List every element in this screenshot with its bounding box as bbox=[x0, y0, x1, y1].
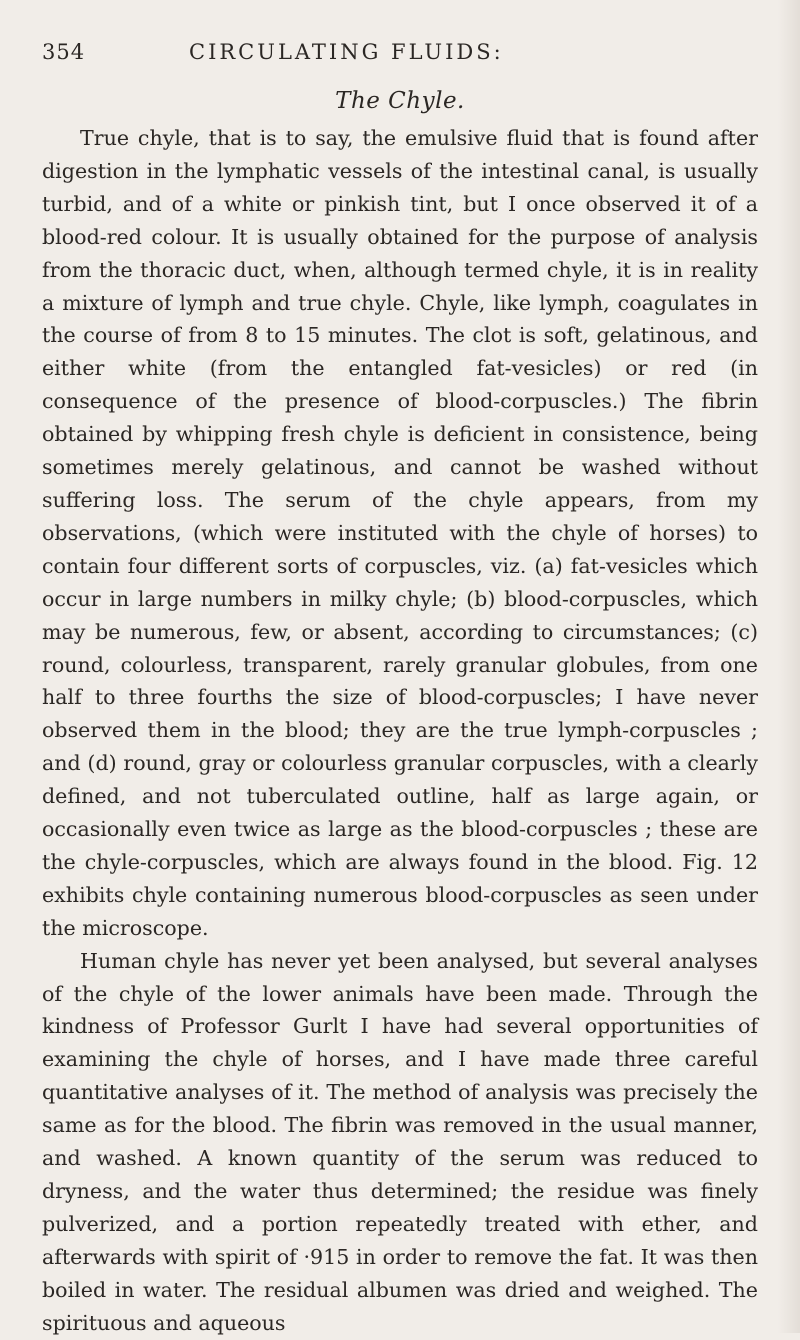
page-edge-shadow bbox=[778, 0, 800, 1333]
page-number: 354 bbox=[42, 40, 86, 64]
running-head bbox=[42, 24, 758, 64]
paragraph-chyle-analysis: Human chyle has never yet been analysed, but several analyses of the chyle of the lower animals have been made. Through the kindness of Professor Gurlt I have had several opportunities of examining the chyle of horses, and I have made three careful quantitative analyses of it. The method of analysis was precisely the same as for the blood. The fibrin was removed in the usual manner, and washed. A known quantity of the serum was reduced to dryness, and the water thus determined; the residue was finely pulverized, and a portion repeatedly treated with ether, and afterwards with spirit of ·915 in order to remove the fat. It was then boiled in water. The residual albumen was dried and weighed. The spirituous and aqueous bbox=[42, 948, 758, 1335]
section-title: The Chyle. bbox=[335, 88, 465, 114]
running-title: CIRCULATING FLUIDS: bbox=[189, 40, 504, 64]
paragraph-chyle-description: True chyle, that is to say, the emulsive fluid that is found after digestion in the lymphatic vessels of the intestinal canal, is usually turbid, and of a white or pinkish tint, but I once observed it of a blood-red colour. It is usually obtained for the purpose of analysis from the thoracic duct, when, although termed chyle, it is in reality a mixture of lymph and true chyle. Chyle, like lymph, coagulates in the course of from 8 to 15 minutes. The clot is soft, gelatinous, and either white (from the entangled fat-vesicles) or red (in consequence of the presence of blood-corpuscles.) The fibrin obtained by whipping fresh chyle is deficient in consistence, being sometimes merely gelatinous, and cannot be washed without suffering loss. The serum of the chyle appears, from my observations, (which were instituted with the chyle of horses) to contain four different sorts of corpuscles, viz. (a) fat-vesicles which occur in large numbers in milky chyle; (b) blood-corpuscles, which may be numerous, few, or absent, according to circumstances; (c) round, colourless, transparent, rarely granular globules, from one half to three fourths the size of blood-corpuscles; I have never observed them in the blood; they are the true lymph-corpuscles ; and (d) round, gray or colourless granular corpuscles, with a clearly defined, and not tuberculated outline, half as large again, or occasionally even twice as large as the blood-corpuscles ; these are the chyle-corpuscles, which are always found in the blood. Fig. 12 exhibits chyle containing numerous blood-corpuscles as seen under the microscope. bbox=[42, 126, 758, 940]
book-page bbox=[42, 24, 758, 1340]
